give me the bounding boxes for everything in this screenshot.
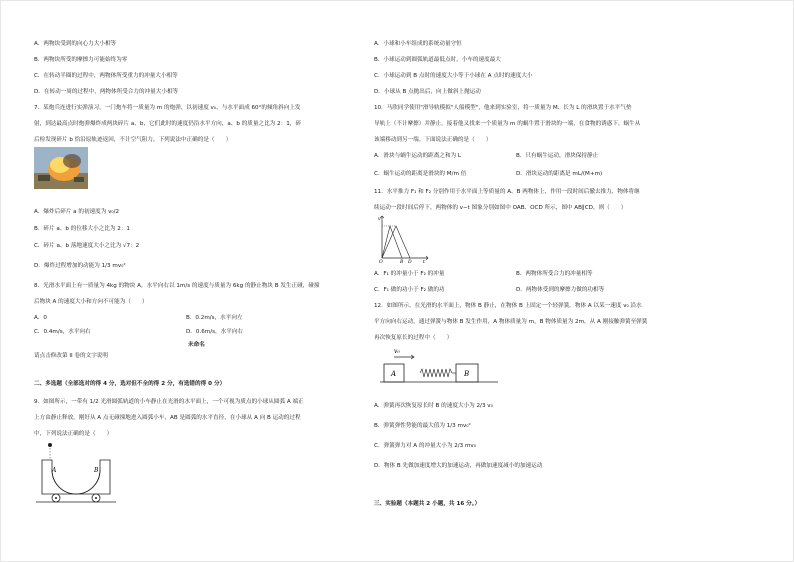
point-d: D	[408, 260, 412, 265]
label-a: A	[52, 467, 57, 474]
point-b: B	[400, 260, 404, 265]
q9-option-a: A．小球和小车组成的系统动量守恒	[374, 41, 462, 47]
q12-line-2: 平方向向右运动，通过弹簧与物体 B 发生作用，A 物体质量为 m，B 物体质量为 2m，从 A 刚接触弹簧至弹簧	[374, 319, 648, 325]
q8-option-b: B．0.2m/s，水平向左	[186, 315, 243, 321]
q9-option-d: D．小球从 B 点抛出后，向上做斜上抛运动	[374, 89, 481, 95]
q10-line-2: 导轨上（不计摩擦）并静止。接着他又找来一个质量为 m 的蜗牛置于滑块的一端，在食物的诱惑下，蜗牛从	[374, 121, 641, 127]
prev-option-d: D．在转动一周的过程中，两物体所受合力的冲量大小相等	[34, 89, 179, 95]
axis-v: v	[378, 217, 381, 222]
q9-cart-figure	[36, 442, 116, 514]
q11-option-d: D．两物体受到的摩擦力做的功相等	[516, 287, 605, 293]
section-note: 请点击修改第 II 卷的文字说明	[34, 353, 108, 359]
q10-line-1: 10．马欣同学使用"滑导轨模拟"人船模型"，他来到实验室，将一质量为 M、长为 L 的滑块置于水平气垫	[374, 105, 632, 111]
q11-vt-graph	[378, 214, 430, 264]
q8-option-a: A．0	[34, 315, 47, 321]
q10-option-b: B．只有蜗牛运动，滑块保持静止	[516, 153, 599, 159]
q9-option-c: C．小球运动到 B 点时的速度大小等于小球在 A 点时的速度大小	[374, 73, 533, 79]
q11-option-c: C．F₁ 做的功小于 F₂ 做的功	[374, 287, 445, 293]
prev-option-c: C．在转动半圈的过程中，两物体所受重力的冲量大小相等	[34, 73, 178, 79]
q10-option-d: D．滑块运动的距离是 mL/(M+m)	[516, 171, 603, 177]
q10-option-c: C．蜗牛运动的距离是滑块的 M/m 倍	[374, 171, 467, 177]
q12-line-3: 再次恢复原长的过程中（ ）	[374, 335, 453, 341]
q9-option-b: B．小球运动到圆弧轨道最低点时，小车的速度最大	[374, 57, 501, 63]
section-3-heading: 三、实验题（本题共 2 小题，共 16 分。）	[374, 501, 481, 507]
q11-option-b: B．两物体所受合力的冲量相等	[516, 271, 593, 277]
section-2-heading: 二、多选题（全部选对的得 4 分，选对但不全的得 2 分，有选错的得 0 分）	[34, 381, 226, 387]
q8-line-1: 8．光滑水平面上有一质量为 4kg 的物块 A，水平向右以 1m/s 的速度与质量为 6kg 的静止物块 B 发生正碰，碰撞	[34, 283, 320, 289]
q7-line-3: 后检发现碎片 b 恰沿原轨迹返回，不计空气阻力，下列说法中正确的是（ ）	[34, 137, 232, 143]
q10-option-a: A．滑块与蜗牛运动的距离之和为 L	[374, 153, 462, 159]
q12-option-a: A．弹簧再次恢复原长时 B 的速度大小为 2/3 v₀	[374, 403, 493, 409]
q7-option-d: D．爆炸过程增加的动能为 1/3 mv₀²	[34, 263, 126, 269]
q12-option-b: B．弹簧弹性势能的最大值为 1/3 mv₀²	[374, 423, 471, 429]
spring	[420, 369, 452, 377]
prev-option-a: A．两物块受到的向心力大小相等	[34, 41, 117, 47]
explosion-photo	[34, 147, 88, 189]
q7-line-1: 7．某炮兵连进行实弹演习，一门炮车将一质量为 m 的炮弹，以初速度 v₀、与水平面成 60°的倾角斜向上发	[34, 105, 301, 111]
q9-line-1: 9．如图所示，一带有 1/2 光滑圆弧轨道的小车静止在光滑的水平面上，一个可视为质点的小球从圆弧 A 端正	[34, 399, 304, 405]
q12-line-1: 12．如图所示，在光滑的水平面上，物体 B 静止，在物体 B 上固定一个轻弹簧。物体 A 以某一速度 v₀ 沿水	[374, 303, 642, 309]
q8-line-2: 后物块 A 的速度大小和方向不可能为（ ）	[34, 299, 148, 305]
axis-t: t	[423, 260, 425, 265]
q8-option-d: D．0.6m/s，水平向右	[186, 329, 244, 335]
q9-line-3: 中，下列说法正确的是（ ）	[34, 431, 113, 437]
block-b-label: B	[464, 370, 470, 378]
q11-line-1: 11．水平推力 F₁ 和 F₂ 分别作用于水平面上等质量的 A、B 两物体上，作用一段时间后撤去推力，物体将继	[374, 189, 640, 195]
block-a-label: A	[391, 370, 397, 378]
q10-line-3: 该端移动到另一端。下面说法正确的是（ ）	[374, 137, 492, 143]
velocity-label: v₀	[394, 348, 400, 355]
q12-option-d: D．物体 B 先做加速度增大的加速运动，再做加速度减小的加速运动	[374, 463, 543, 469]
q12-option-c: C．弹簧弹力对 A 的冲量大小为 2/3 mv₀	[374, 443, 476, 449]
q8-option-c: C．0.4m/s，水平向右	[34, 329, 91, 335]
q9-line-2: 上方由静止释放，刚好从 A 点无碰撞地进入圆弧小车，AB 是圆弧的水平直径，在小球从 A 向 B 运动的过程	[34, 415, 301, 421]
q12-spring-figure	[380, 346, 500, 390]
section-title: 未命名	[188, 342, 205, 348]
origin-o: O	[379, 260, 383, 265]
q7-option-c: C．碎片 a、b 落地速度大小之比为 √7：2	[34, 243, 140, 249]
q11-option-a: A．F₁ 的冲量小于 F₂ 的冲量	[374, 271, 445, 277]
q7-option-a: A．爆炸后碎片 a 的初速度为 v₀/2	[34, 209, 120, 215]
label-b: B	[94, 467, 99, 474]
ball	[48, 443, 52, 447]
q7-option-b: B．碎片 a、b 的位移大小之比为 2：1	[34, 226, 130, 232]
line-oab	[382, 226, 402, 258]
prev-option-b: B．两物块所受的摩擦力可能始终为零	[34, 57, 128, 63]
q11-line-2: 续运动一段时间后停下，两物体的 v−t 图象分别如图中 OAB、OCD 所示，图中 AB∥CD，则（ ）	[374, 205, 627, 211]
q7-line-2: 射，到达最高点时炮弹爆炸成两块碎片 a、b，它们此时的速度仍沿水平方向，a、b 的质量之比为 2：1，碎	[34, 121, 301, 127]
